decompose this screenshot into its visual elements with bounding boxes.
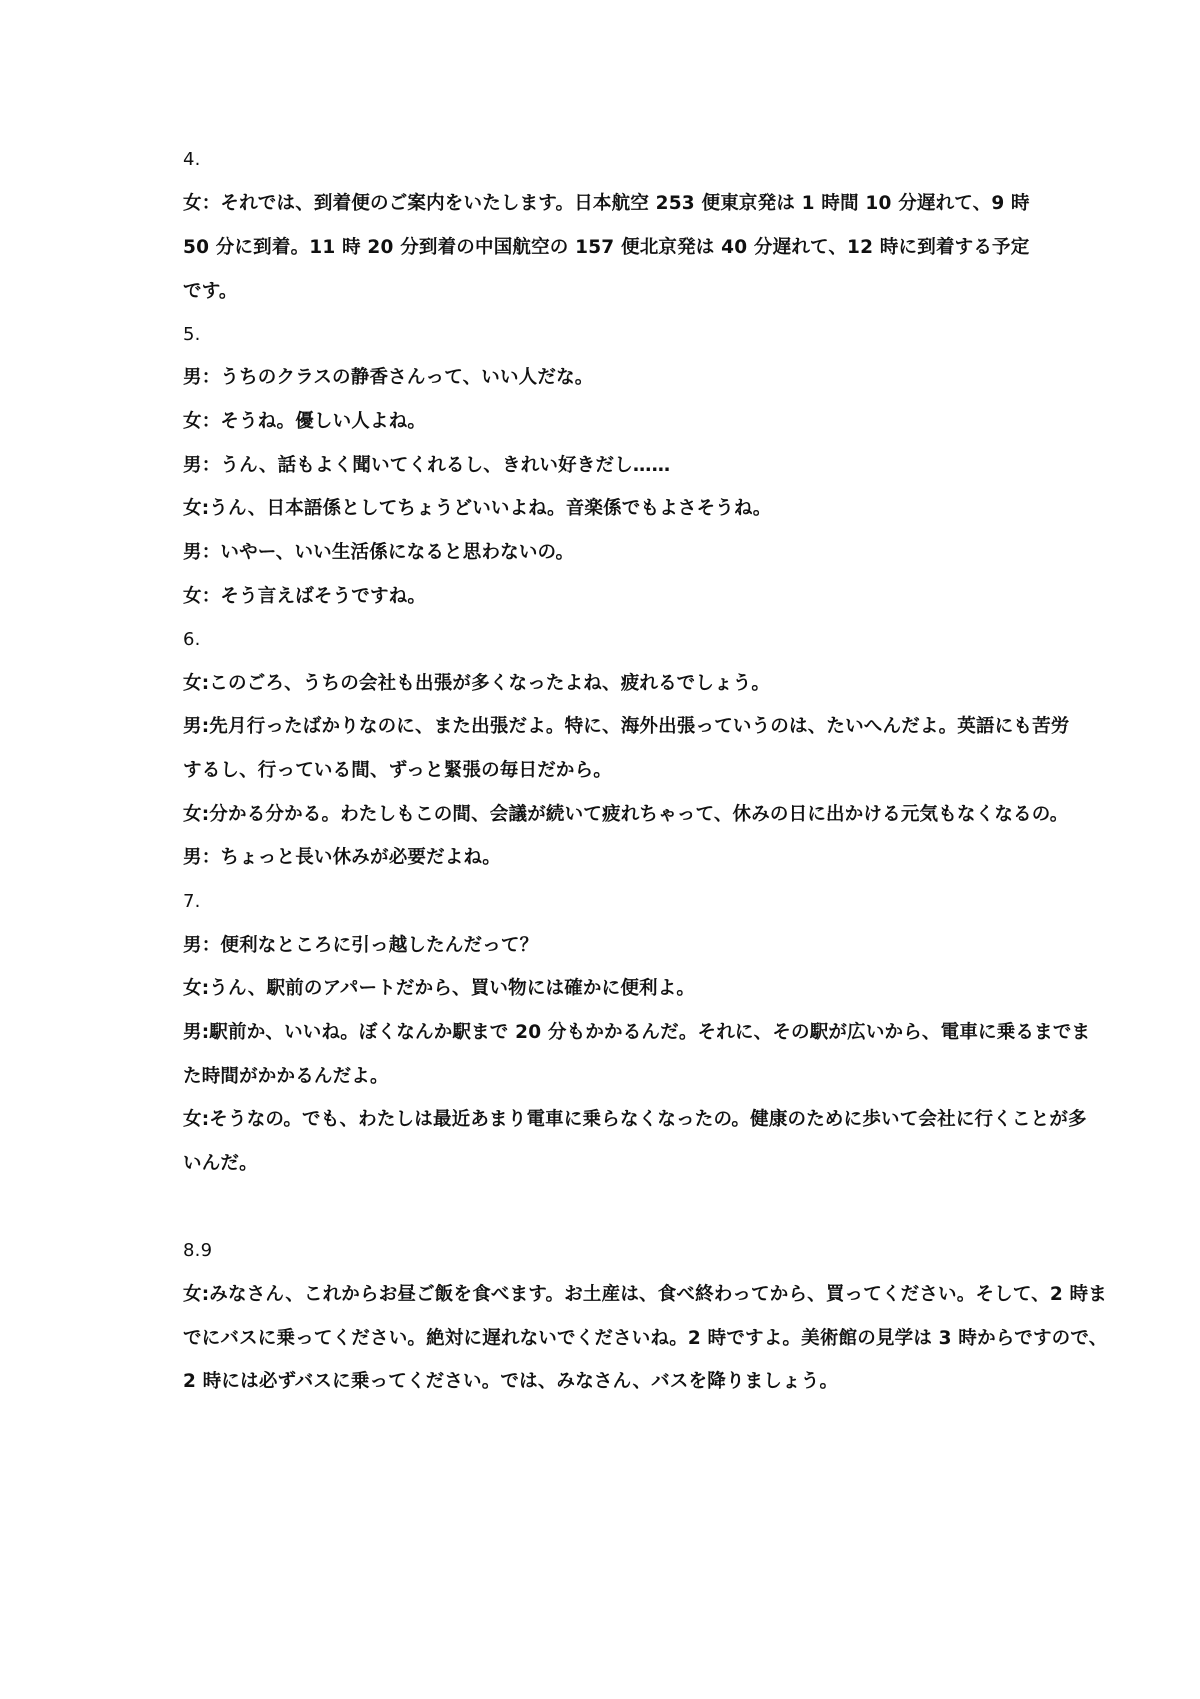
- dialogue-line: 女：それでは、到着便のご案内をいたします。日本航空 253 便東京発は 1 時間 10 分遅れて、9 時: [183, 193, 1030, 214]
- dialogue-line: 女:みなさん、これからお昼ご飯を食べます。お土産は、食べ終わってから、買ってください。そして、2 時ま: [183, 1284, 1107, 1305]
- dialogue-line: 女：そうね。優しい人よね。: [183, 411, 427, 432]
- dialogue-line: 男:先月行ったばかりなのに、また出張だよ。特に、海外出張っていうのは、たいへんだよ。英語にも苦労: [183, 716, 1070, 737]
- section-number-5: 5.: [183, 324, 201, 345]
- dialogue-line: 男:駅前か、いいね。ぼくなんか駅まで 20 分もかかるんだ。それに、その駅が広いから、電車に乗るまでま: [183, 1022, 1091, 1043]
- dialogue-line: です。: [183, 281, 238, 302]
- dialogue-line: 50 分に到着。11 時 20 分到着の中国航空の 157 便北京発は 40 分遅れて、12 時に到着する予定: [183, 237, 1030, 258]
- dialogue-line: 女:うん、日本語係としてちょうどいいよね。音楽係でもよさそうね。: [183, 498, 772, 519]
- dialogue-line: 女：そう言えばそうですね。: [183, 586, 427, 607]
- dialogue-line: 女:このごろ、うちの会社も出張が多くなったよね、疲れるでしょう。: [183, 673, 771, 694]
- dialogue-line: 男：いやー、いい生活係になると思わないの。: [183, 542, 575, 563]
- dialogue-line: 女:うん、駅前のアパートだから、買い物には確かに便利よ。: [183, 978, 696, 999]
- section-number-7: 7.: [183, 891, 201, 912]
- section-number-8-9: 8.9: [183, 1240, 213, 1261]
- dialogue-line: 男：ちょっと長い休みが必要だよね。: [183, 847, 501, 868]
- dialogue-line: いんだ。: [183, 1153, 258, 1174]
- dialogue-line: 2 時には必ずバスに乗ってください。では、みなさん、バスを降りましょう。: [183, 1371, 839, 1392]
- dialogue-line: た時間がかかるんだよ。: [183, 1066, 389, 1087]
- dialogue-line: 男：うちのクラスの静香さんって、いい人だな。: [183, 367, 594, 388]
- dialogue-line: 女:分かる分かる。わたしもこの間、会議が続いて疲れちゃって、休みの日に出かける元気もなくなるの。: [183, 804, 1069, 825]
- section-number-6: 6.: [183, 629, 201, 650]
- dialogue-line: 男：便利なところに引っ越したんだって？: [183, 935, 539, 956]
- dialogue-line: するし、行っている間、ずっと緊張の毎日だから。: [183, 760, 612, 781]
- dialogue-line: 男：うん、話もよく聞いてくれるし、きれい好きだし……: [183, 455, 671, 476]
- dialogue-line: 女:そうなの。でも、わたしは最近あまり電車に乗らなくなったの。健康のために歩いて会社に行くことが多: [183, 1109, 1087, 1130]
- section-number-4: 4.: [183, 149, 201, 170]
- dialogue-line: でにバスに乗ってください。絶対に遅れないでくださいね。2 時ですよ。美術館の見学は 3 時からですので、: [183, 1328, 1108, 1349]
